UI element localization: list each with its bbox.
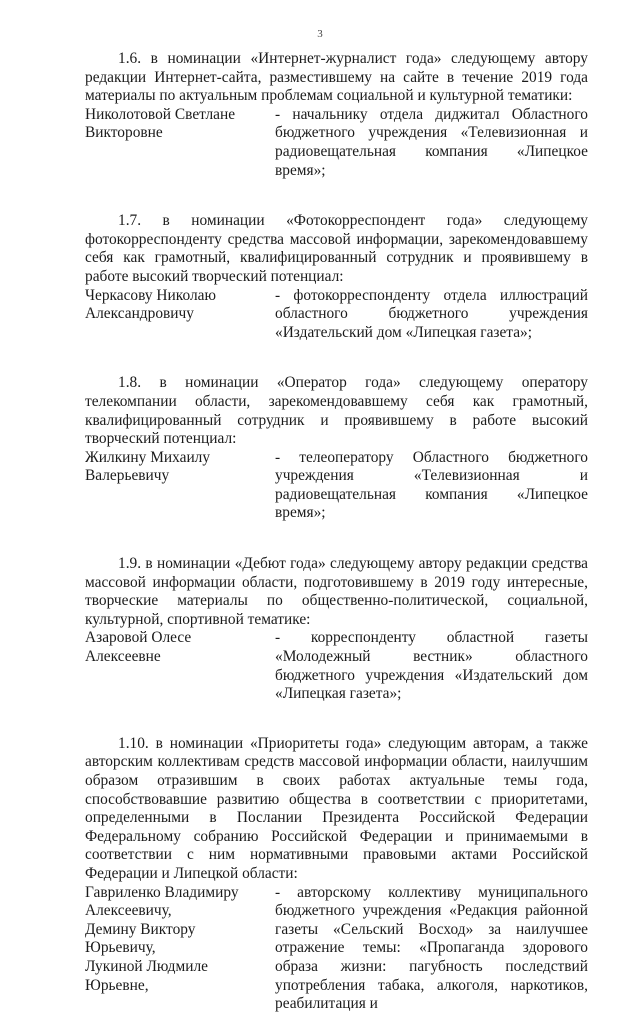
nominee-name-line: Алексеевне <box>85 648 161 666</box>
nominee-description: - телеоператору Областного бюджетного учреждения «Телевизионная и радиовещательная компания «Липецкое время»; <box>275 448 588 522</box>
nominee-name-line: Черкасову Николаю <box>85 286 216 304</box>
nominee-name <box>85 884 275 1014</box>
nominee-name <box>85 629 275 703</box>
nominee-name <box>85 449 275 523</box>
nomination-paragraph-1-9: 1.9. в номинации «Дебют года» следующему автору редакции средства массовой информации области, подготовившему в 2019 году интересные, творческие материалы по общественно-политической, социальной, культурной, спортивной тематике: <box>85 555 588 628</box>
nominee-name-line: Жилкину Михаилу <box>85 448 211 466</box>
nominee-description: - авторскому коллективу муниципального бюджетного учреждения «Редакция районной газеты «Сельский Восход» за наилучшее отражение темы: «Пропаганда здорового образа жизни: пагубность последствий употребления табака, алкоголя, наркотиков, реабилитация и <box>275 883 588 1013</box>
nomination-paragraph-1-6: 1.6. в номинации «Интернет-журналист года» следующему автору редакции Интернет-сайта, разместившему на сайте в течение 2019 года материалы по актуальным проблемам социальной и культурной тематики: <box>85 50 588 105</box>
nominee-description: - начальнику отдела диджитал Областного бюджетного учреждения «Телевизионная и радиовещательная компания «Липецкое время»; <box>275 105 588 179</box>
nominee-entry-1-8 <box>85 449 588 523</box>
nominee-entry-1-10 <box>85 884 588 1014</box>
nominee-description: - фотокорреспонденту отдела иллюстраций областного бюджетного учреждения «Издательский дом «Липецкая газета»; <box>275 286 588 341</box>
section-spacer <box>85 704 588 735</box>
section-spacer <box>85 523 588 555</box>
nomination-paragraph-1-7: 1.7. в номинации «Фотокорреспондент года» следующему фотокорреспонденту средства массовой информации, зарекомендовавшему себя как грамотный, квалифицированный сотрудник и проявившему в работе высокий творческий потенциал: <box>85 212 588 285</box>
nominee-name-line: Александровичу <box>85 305 194 323</box>
nomination-paragraph-1-8: 1.8. в номинации «Оператор года» следующему оператору телекомпании области, зарекомендовавшему себя как грамотный, квалифицированный сотрудник и проявившему в работе высокий творческий потенциал: <box>85 374 588 448</box>
nominee-name-line: Алексеевичу, <box>85 902 172 920</box>
nominee-entry-1-6 <box>85 106 588 180</box>
nominee-name <box>85 287 275 343</box>
nominee-entry-1-9 <box>85 629 588 703</box>
nominee-name-line: Викторовне <box>85 124 163 142</box>
nominee-name <box>85 106 275 180</box>
nomination-paragraph-1-10: 1.10. в номинации «Приоритеты года» следующим авторам, а также авторским коллективам средств массовой информации области, наилучшим образом отразившим в своих работах актуальные темы года, способствовавшие развитию общества в соответствии с приоритетами, определенными в Послании Президента Российской Федерации Федеральному собранию Российской Федерации и принимаемыми в соответствии с ним нормативными правовыми актами Российской Федерации и Липецкой области: <box>85 734 588 882</box>
nominee-name-line: Николотовой Светлане <box>85 105 236 123</box>
nominee-name-line: Гавриленко Владимиру <box>85 883 239 901</box>
page-number: 3 <box>317 28 323 40</box>
nominee-entry-1-7 <box>85 287 588 343</box>
nominee-name-line: Азаровой Олесе <box>85 629 192 647</box>
section-spacer <box>85 342 588 374</box>
nominee-name-line: Юрьевичу, <box>85 939 156 957</box>
nominee-name-line: Лукиной Людмиле <box>85 957 208 975</box>
nominee-description: - корреспонденту областной газеты «Молодежный вестник» областного бюджетного учреждения «Издательский дом «Липецкая газета»; <box>275 629 588 703</box>
nominee-name-line: Демину Виктору <box>85 920 196 938</box>
section-spacer <box>85 180 588 212</box>
document-body <box>85 50 588 1014</box>
nominee-name-line: Валерьевичу <box>85 467 170 485</box>
nominee-name-line: Юрьевне, <box>85 976 149 994</box>
